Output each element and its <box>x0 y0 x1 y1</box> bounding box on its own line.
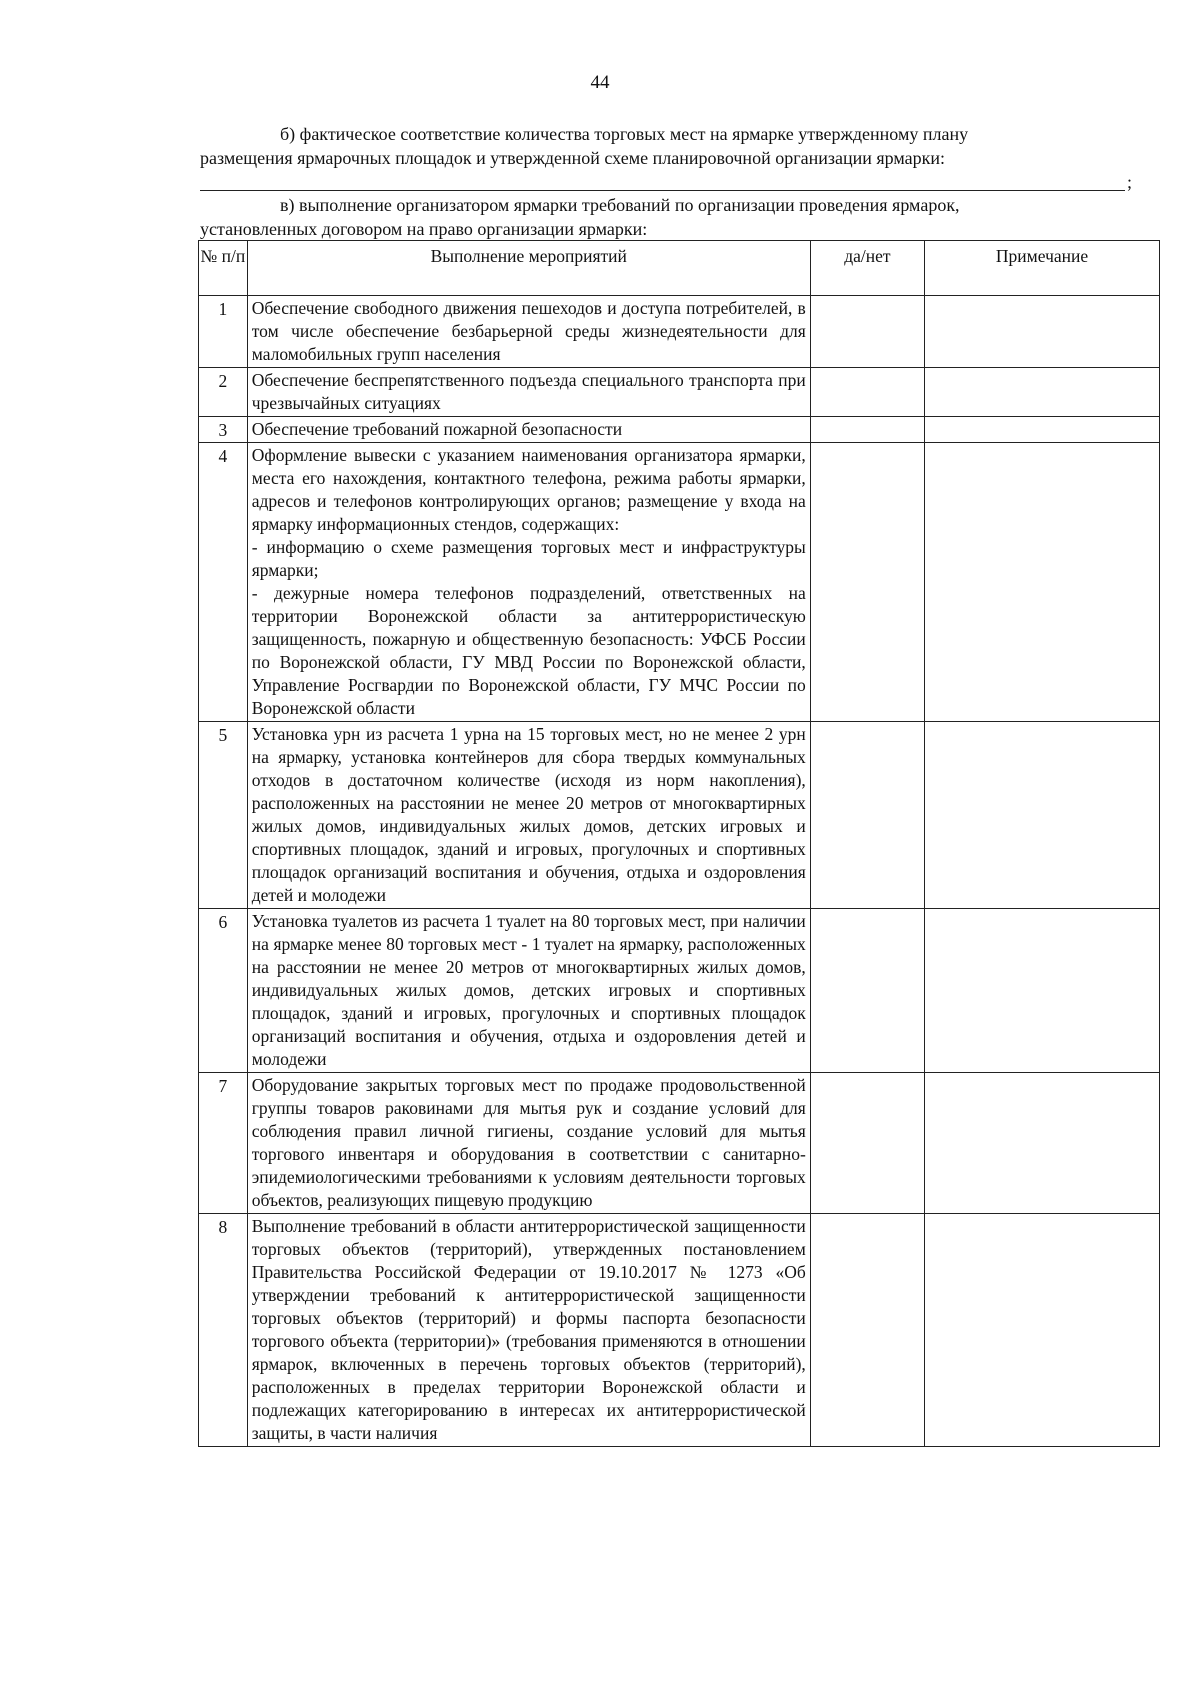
header-note <box>925 241 1160 296</box>
row-number: 1 <box>218 299 228 319</box>
header-num <box>199 241 248 296</box>
row-number: 2 <box>218 371 228 391</box>
row-text: Выполнение требований в области антитеррористической защищенности торговых объектов (территорий), утвержденных постановлением Правительства Российской Федерации от 19.10.2017 № 1273 «Об утверждении требований к антитеррористической защищенности торговых объектов (территорий) и формы паспорта безопасности торгового объекта (территории)» (требования применяются в отношении ярмарок, включенных в перечень торговых объектов (территорий), расположенных в пределах территории Воронежской области и подлежащих категорированию в интересах их антитеррористической защиты, в части наличия <box>251 1216 806 1443</box>
note-cell[interactable] <box>925 417 1160 443</box>
table-header-row <box>199 241 1160 296</box>
paragraph-v <box>200 193 1160 241</box>
yes-no-cell[interactable] <box>810 1073 924 1214</box>
requirements-table <box>198 240 1160 1447</box>
row-number: 5 <box>218 725 228 745</box>
row-text: Установка урн из расчета 1 урна на 15 торговых мест, но не менее 2 урн на ярмарку, установка контейнеров для сбора твердых коммунальных отходов в достаточном количестве (исходя из норм накопления), расположенных на расстоянии не менее 20 метров от многоквартирных жилых домов, индивидуальных жилых домов, детских игровых и спортивных площадок, зданий и игровых, прогулочных и спортивных площадок организаций воспитания и обучения, отдыха и оздоровления детей и молодежи <box>251 724 806 905</box>
row-number: 4 <box>218 446 228 466</box>
yes-no-cell[interactable] <box>810 909 924 1073</box>
row-number: 8 <box>218 1217 228 1237</box>
row-number: 3 <box>218 420 228 440</box>
table-row <box>199 722 1160 909</box>
header-num-label: № п/п <box>200 246 246 266</box>
paragraph-b <box>200 122 1200 170</box>
note-cell[interactable] <box>925 1214 1160 1447</box>
row-text: Оборудование закрытых торговых мест по продаже продовольственной группы товаров раковинами для мытья рук и создание условий для соблюдения правил личной гигиены, создание условий для мытья торгового инвентаря и оборудования в соответствии с санитарно-эпидемиологическими требованиями к условиям деятельности торговых объектов, реализующих пищевую продукцию <box>251 1075 806 1210</box>
note-cell[interactable] <box>925 1073 1160 1214</box>
row-number: 7 <box>218 1076 228 1096</box>
fill-in-line <box>200 190 1125 191</box>
table-row <box>199 417 1160 443</box>
row-text: Установка туалетов из расчета 1 туалет на 80 торговых мест, при наличии на ярмарке менее 80 торговых мест - 1 туалет на ярмарку, расположенных на расстоянии не менее 20 метров от многоквартирных жилых домов, индивидуальных жилых домов, детских игровых и спортивных площадок, зданий и игровых, прогулочных и спортивных площадок организаций воспитания и обучения, отдыха и оздоровления детей и молодежи <box>251 911 806 1069</box>
paragraph-v-line1: в) выполнение организатором ярмарки требований по организации проведения ярмарок, <box>280 195 960 215</box>
page-number: 44 <box>590 72 610 93</box>
row-text: Обеспечение свободного движения пешеходов и доступа потребителей, в том числе обеспечение безбарьерной среды жизнедеятельности для маломобильных групп населения <box>251 298 806 364</box>
header-action <box>247 241 810 296</box>
header-yes-no <box>810 241 924 296</box>
table-row <box>199 443 1160 722</box>
yes-no-cell[interactable] <box>810 722 924 909</box>
yes-no-cell[interactable] <box>810 296 924 368</box>
table-row <box>199 1073 1160 1214</box>
row-text: Оформление вывески с указанием наименования организатора ярмарки, места его нахождения, контактного телефона, режима работы ярмарки, адресов и телефонов контролирующих органов; размещение у входа на ярмарку информационных стендов, содержащих: - информацию о схеме размещения торговых мест и инфраструктуры ярмарки; - дежурные номера телефонов подразделений, ответственных на территории Воронежской области за антитеррористическую защищенность, пожарную и общественную безопасность: УФСБ России по Воронежской области, ГУ МВД России по Воронежской области, Управление Росгвардии по Воронежской области, ГУ МЧС России по Воронежской области <box>251 445 806 718</box>
table-row <box>199 368 1160 417</box>
note-cell[interactable] <box>925 722 1160 909</box>
paragraph-b-line2: размещения ярмарочных площадок и утвержденной схеме планировочной организации ярмарки: <box>200 148 945 168</box>
table-row <box>199 296 1160 368</box>
header-action-label: Выполнение мероприятий <box>430 246 627 266</box>
row-text: Обеспечение требований пожарной безопасности <box>251 419 623 439</box>
row-text: Обеспечение беспрепятственного подъезда специального транспорта при чрезвычайных ситуациях <box>251 370 806 413</box>
paragraph-v-line2: установленных договором на право организации ярмарки: <box>200 219 648 239</box>
header-yes-no-label: да/нет <box>844 246 891 266</box>
note-cell[interactable] <box>925 909 1160 1073</box>
yes-no-cell[interactable] <box>810 368 924 417</box>
table-row <box>199 1214 1160 1447</box>
yes-no-cell[interactable] <box>810 1214 924 1447</box>
note-cell[interactable] <box>925 443 1160 722</box>
table-row <box>199 909 1160 1073</box>
note-cell[interactable] <box>925 368 1160 417</box>
fill-in-line-end: ; <box>1127 172 1133 192</box>
paragraph-b-line1: б) фактическое соответствие количества торговых мест на ярмарке утвержденному плану <box>280 124 969 144</box>
row-number: 6 <box>218 912 228 932</box>
yes-no-cell[interactable] <box>810 417 924 443</box>
yes-no-cell[interactable] <box>810 443 924 722</box>
note-cell[interactable] <box>925 296 1160 368</box>
header-note-label: Примечание <box>995 246 1089 266</box>
